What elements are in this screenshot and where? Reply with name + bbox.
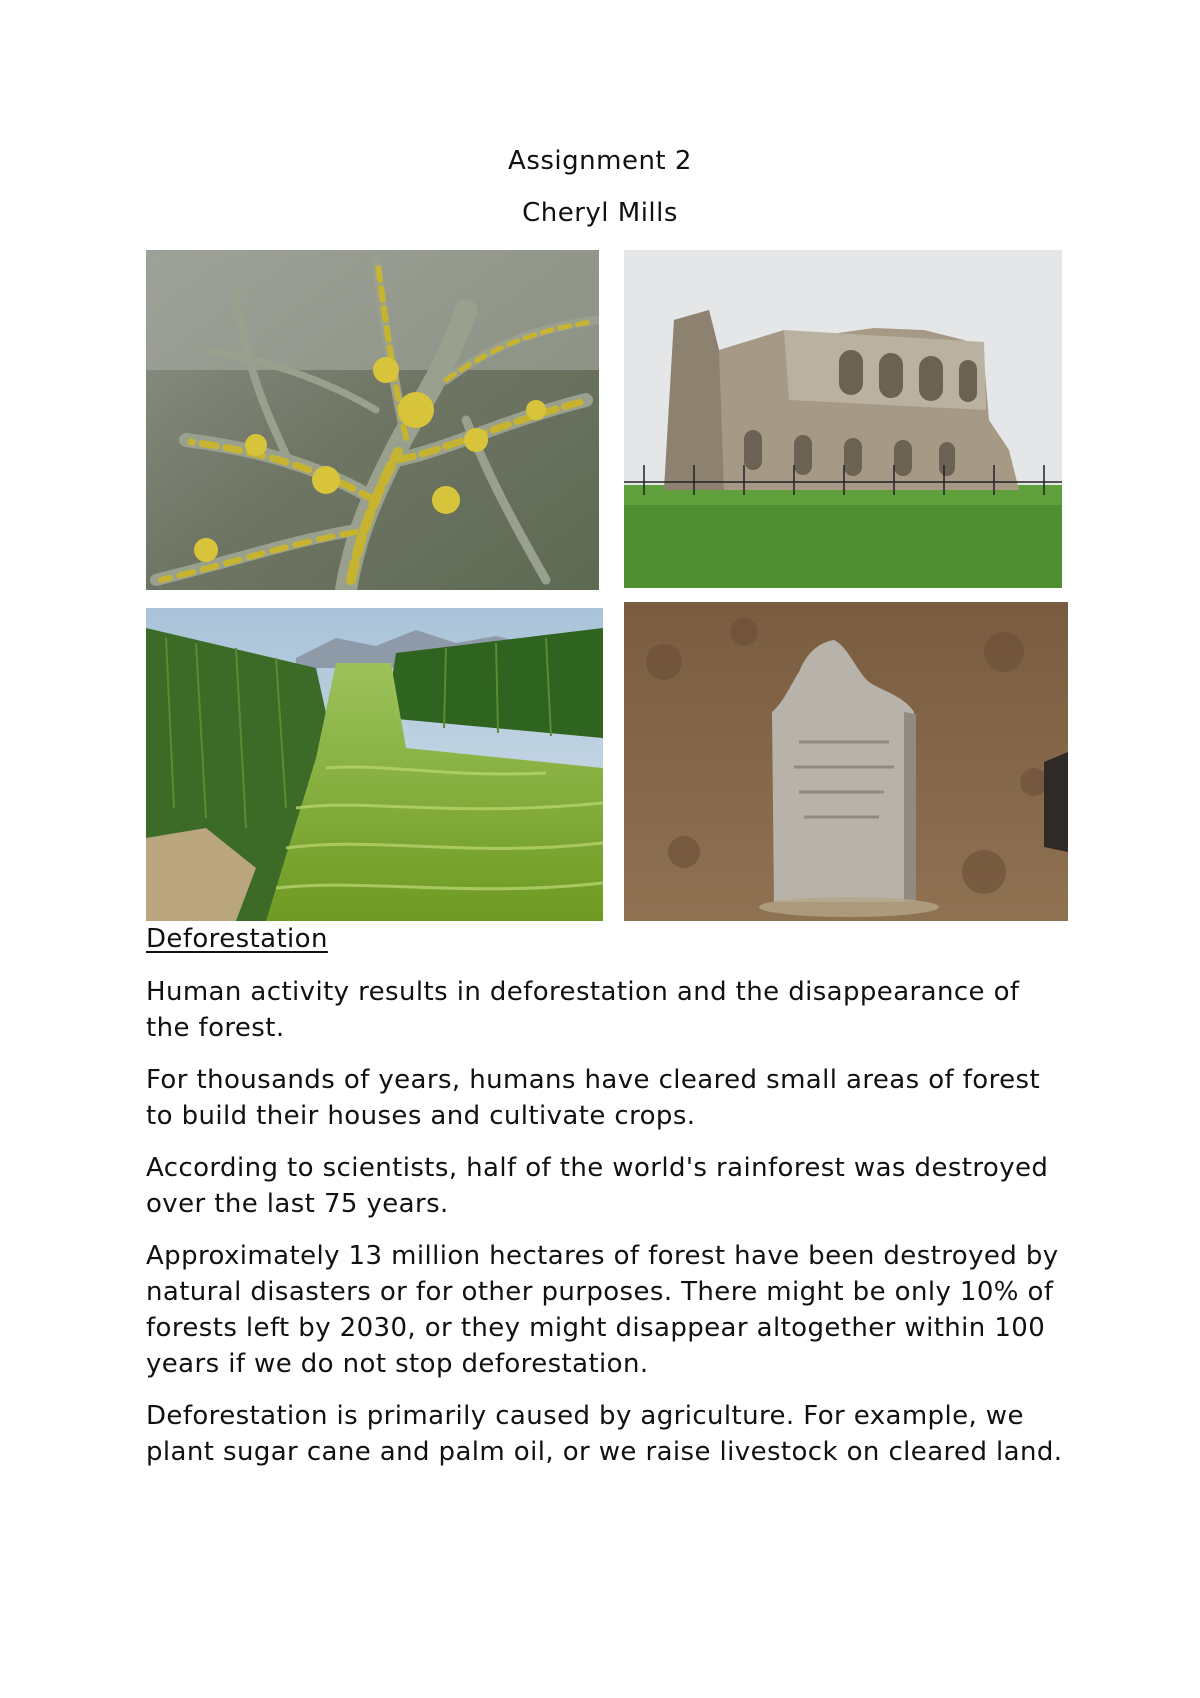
lichen-branches-photo [146,250,599,590]
paragraph: Deforestation is primarily caused by agriculture. For example, we plant sugar cane and palm oil, or we raise livestock on cleared land. [146,1401,1063,1467]
section-body [146,974,1066,1486]
paragraph: For thousands of years, humans have cleared small areas of forest to build their houses and cultivate crops. [146,1065,1041,1131]
paragraph: Approximately 13 million hectares of forest have been destroyed by natural disasters or for other purposes. There might be only 10% of forests left by 2030, or they might disappear altogether within 100 years if we do not stop deforestation. [146,1241,1059,1379]
document-title: Assignment 2 [508,146,692,176]
section-heading: Deforestation [146,924,328,954]
ruins-photo [624,250,1062,588]
paragraph: Human activity results in deforestation and the disappearance of the forest. [146,977,1020,1043]
paragraph: According to scientists, half of the world's rainforest was destroyed over the last 75 years. [146,1153,1049,1219]
gravestone-photo [624,602,1068,921]
algae-channel-photo [146,608,603,921]
document-author: Cheryl Mills [522,198,678,228]
